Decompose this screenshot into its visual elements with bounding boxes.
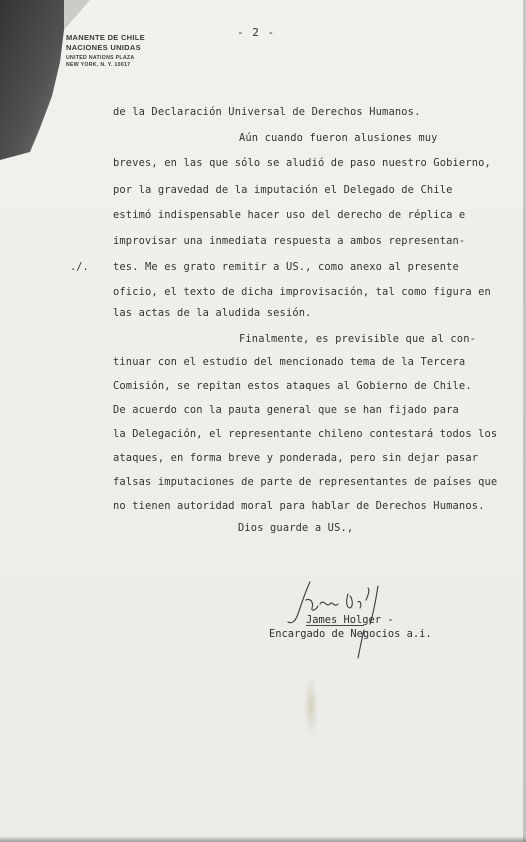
body-line: ataques, en forma breve y ponderada, pero sin dejar pasar (113, 452, 479, 464)
body-line: Finalmente, es previsible que al con- (239, 333, 477, 345)
body-line: tes. Me es grato remitir a US., como anexo al presente (113, 261, 459, 273)
letterhead-un: NACIONES UNIDAS (66, 42, 141, 52)
body-line: estimó indispensable hacer uso del derecho de réplica e (113, 209, 466, 221)
body-line: tinuar con el estudio del mencionado tema de la Tercera (113, 356, 466, 368)
body-line: Aún cuando fueron alusiones muy (239, 132, 438, 144)
body-line: De acuerdo con la pauta general que se han fijado para (113, 404, 459, 416)
body-line: improvisar una inmediata respuesta a ambos representan- (113, 235, 466, 247)
page-number: - 2 - (237, 26, 276, 39)
scan-bottom-edge (0, 836, 526, 842)
body-line: breves, en las que sólo se aludió de paso nuestro Gobierno, (113, 157, 491, 169)
body-line: falsas imputaciones de parte de representantes de países que (113, 476, 498, 488)
signatory-title: Encargado de Negocios a.i. (269, 628, 432, 640)
letterhead-mission: MANENTE DE CHILE (66, 33, 145, 42)
body-line: no tienen autoridad moral para hablar de Derechos Humanos. (113, 500, 485, 512)
letterhead (66, 34, 145, 69)
letterhead-city: NEW YORK, N. Y. 10017 (66, 62, 131, 69)
body-line: Comisión, se repitan estos ataques al Gobierno de Chile. (113, 380, 472, 392)
body-line: Dios guarde a US., (238, 522, 354, 534)
body-line: las actas de la aludida sesión. (113, 307, 312, 319)
paper-smudge (304, 676, 318, 736)
letterhead-address: UNITED NATIONS PLAZA (66, 55, 135, 62)
body-line: la Delegación, el representante chileno contestará todos los (113, 428, 498, 440)
body-line: por la gravedad de la imputación el Delegado de Chile (113, 184, 453, 196)
enclosure-marker: ./. (70, 261, 89, 273)
folded-corner-shadow (0, 0, 112, 160)
body-line: oficio, el texto de dicha improvisación, tal como figura en (113, 286, 491, 298)
signatory-name: James Holger - (306, 614, 394, 626)
body-line: de la Declaración Universal de Derechos Humanos. (113, 106, 421, 118)
